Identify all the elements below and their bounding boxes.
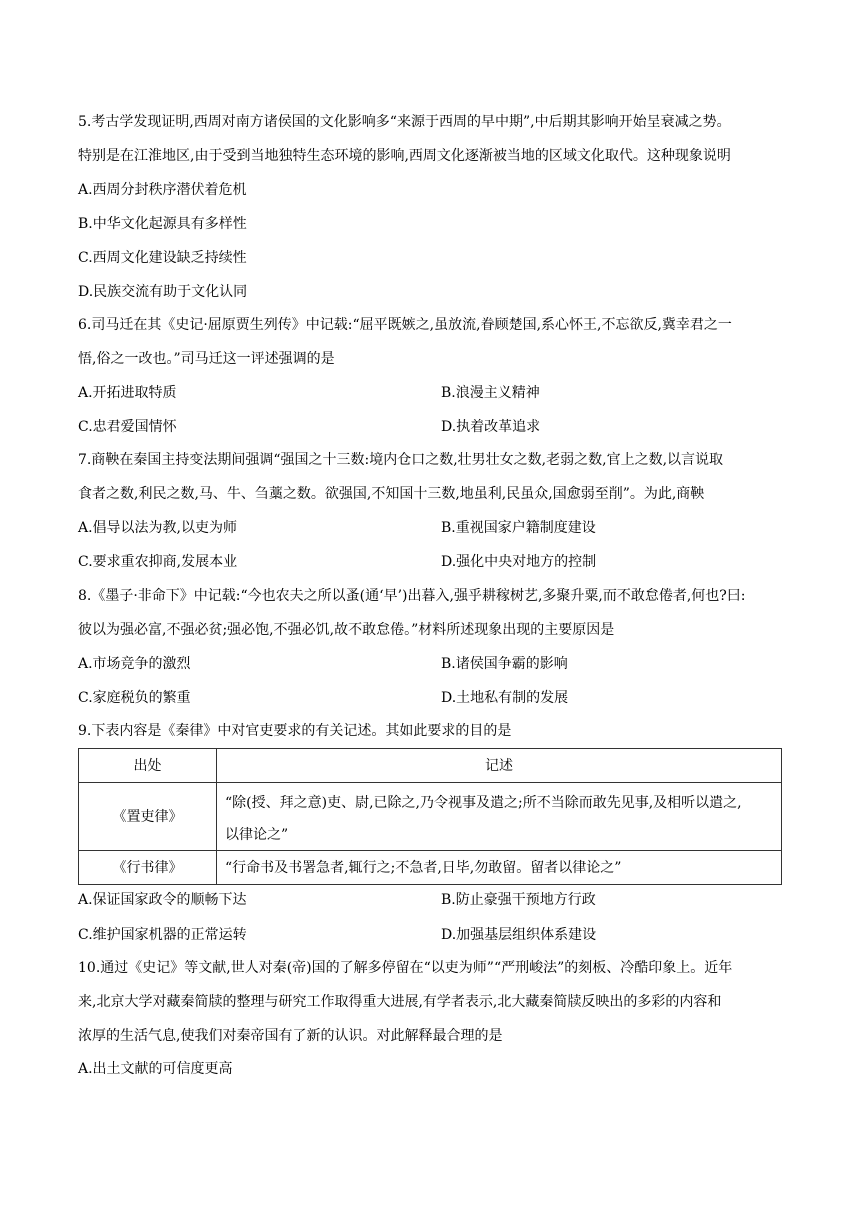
table-cell-source: 《置吏律》: [79, 783, 217, 851]
q6-stem-line-1: 6.司马迁在其《史记·屈原贾生列传》中记载:“屈平既嫉之,虽放流,眷顾楚国,系心怀王,不忘欲反,冀幸君之一: [78, 317, 732, 333]
table-cell-text: “行命书及书署急者,辄行之;不急者,日毕,勿敢留。留者以律论之”: [217, 851, 782, 885]
q9-option-c: C.维护国家机器的正常运转: [78, 927, 247, 943]
q10-stem-line-3: 浓厚的生活气息,使我们对秦帝国有了新的认识。对此解释最合理的是: [78, 1028, 503, 1044]
q5-option-d: D.民族交流有助于文化认同: [78, 284, 248, 300]
table-header-source: 出处: [79, 749, 217, 783]
table-cell-text-line-2: 以律论之”: [225, 827, 289, 843]
table-row: [79, 783, 782, 851]
q8-option-a: A.市场竞争的激烈: [78, 656, 191, 672]
q7-option-d: D.强化中央对地方的控制: [441, 554, 597, 570]
q9-option-b: B.防止豪强干预地方行政: [441, 892, 596, 908]
q7-option-b: B.重视国家户籍制度建设: [441, 520, 596, 536]
q5-option-c: C.西周文化建设缺乏持续性: [78, 250, 247, 266]
q7-stem-line-1: 7.商鞅在秦国主持变法期间强调“强国之十三数:境内仓口之数,壮男壮女之数,老弱之数,官上之数,以言说取: [78, 452, 724, 468]
q7-stem-line-2: 食者之数,利民之数,马、牛、刍藁之数。欲强国,不知国十三数,地虽利,民虽众,国愈弱至削”。为此,商鞅: [78, 486, 705, 502]
q8-option-d: D.土地私有制的发展: [441, 690, 569, 706]
q8-stem-line-1: 8.《墨子·非命下》中记载:“今也农夫之所以蚤(通‘早’)出暮入,强乎耕稼树艺,多聚升粟,而不敢怠倦者,何也?曰:: [78, 588, 746, 604]
q5-option-b: B.中华文化起源具有多样性: [78, 216, 247, 232]
q5-option-a: A.西周分封秩序潜伏着危机: [78, 182, 247, 198]
q5-stem-line-1: 5.考古学发现证明,西周对南方诸侯国的文化影响多“来源于西周的早中期”,中后期其影响开始呈衰减之势。: [78, 114, 731, 130]
q9-stem: 9.下表内容是《秦律》中对官吏要求的有关记述。其如此要求的目的是: [78, 723, 512, 739]
q6-option-b: B.浪漫主义精神: [441, 385, 540, 401]
qin-law-table: [78, 748, 782, 885]
q9-option-a: A.保证国家政令的顺畅下达: [78, 892, 247, 908]
table-cell-text: [217, 783, 782, 851]
table-row: [79, 851, 782, 885]
q7-option-c: C.要求重农抑商,发展本业: [78, 554, 238, 570]
q10-option-a: A.出土文献的可信度更高: [78, 1061, 233, 1077]
q6-option-c: C.忠君爱国情怀: [78, 419, 177, 435]
q6-stem-line-2: 悟,俗之一改也。”司马迁这一评述强调的是: [78, 351, 335, 367]
q10-stem-line-2: 来,北京大学对藏秦简牍的整理与研究工作取得重大进展,有学者表示,北大藏秦简牍反映出的多彩的内容和: [78, 994, 722, 1010]
q10-stem-line-1: 10.通过《史记》等文献,世人对秦(帝)国的了解多停留在“以吏为师”“严刑峻法”的刻板、冷酷印象上。近年: [78, 960, 733, 976]
table-cell-source: 《行书律》: [79, 851, 217, 885]
q8-option-b: B.诸侯国争霸的影响: [441, 656, 568, 672]
q7-option-a: A.倡导以法为教,以吏为师: [78, 520, 238, 536]
q5-stem-line-2: 特别是在江淮地区,由于受到当地独特生态环境的影响,西周文化逐渐被当地的区域文化取代。这种现象说明: [78, 148, 731, 164]
q9-option-d: D.加强基层组织体系建设: [441, 927, 597, 943]
table-header-row: [79, 749, 782, 783]
q6-option-d: D.执着改革追求: [441, 419, 541, 435]
table-cell-text-line-1: “除(授、拜之意)吏、尉,已除之,乃令视事及遣之;所不当除而敢先见事,及相听以遣之,: [225, 795, 742, 811]
q8-stem-line-2: 彼以为强必富,不强必贫;强必饱,不强必饥,故不敢怠倦。”材料所述现象出现的主要原因是: [78, 622, 615, 638]
table-header-text: 记述: [217, 749, 782, 783]
q6-option-a: A.开拓进取特质: [78, 385, 177, 401]
q8-option-c: C.家庭税负的繁重: [78, 690, 191, 706]
